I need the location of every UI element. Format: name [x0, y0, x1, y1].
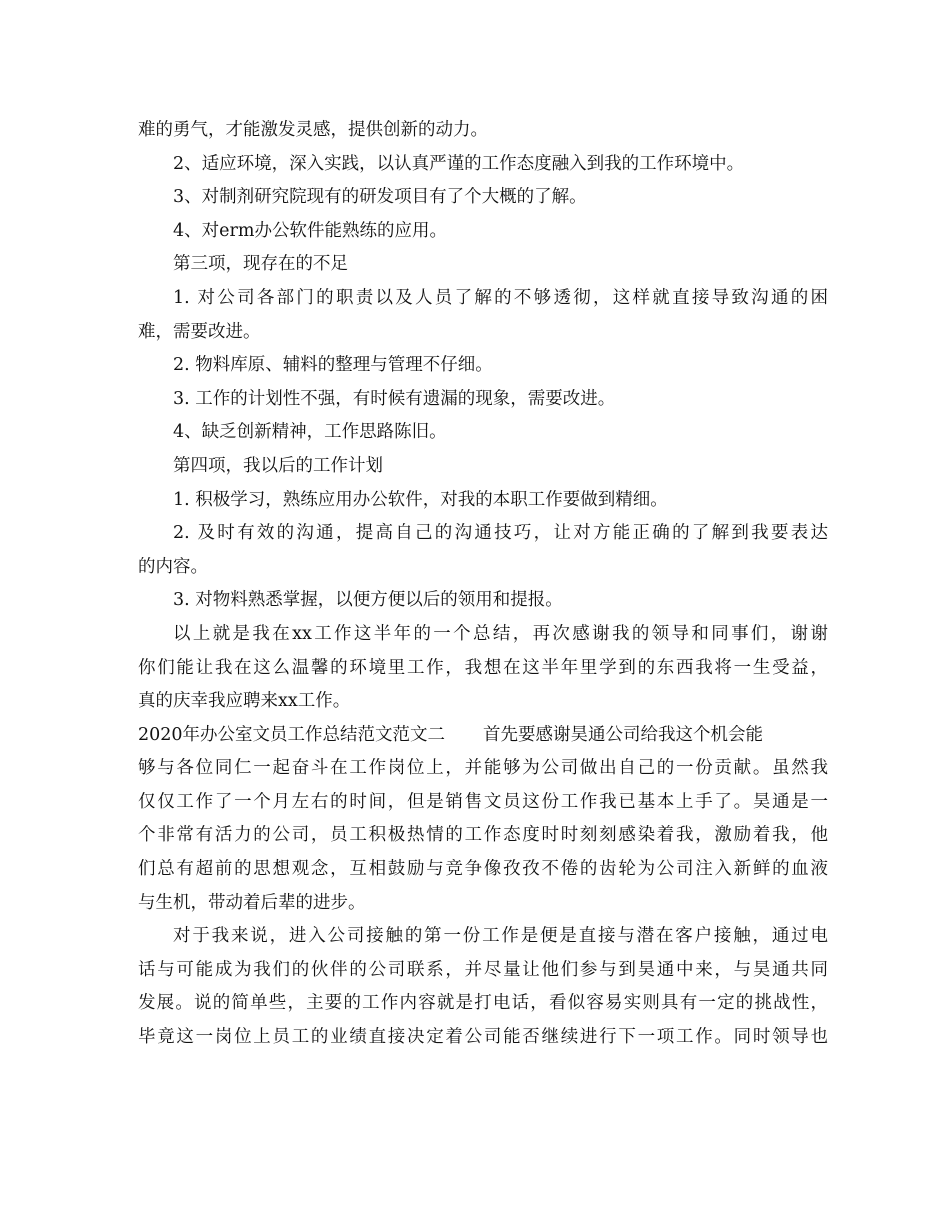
list-item: 2. 物料库原、辅料的整理与管理不仔细。 [173, 355, 493, 376]
paragraph-line: 够与各位同仁一起奋斗在工作岗位上，并能够为公司做出自己的一份贡献。虽然我 [138, 758, 828, 779]
paragraph-line: 对于我来说，进入公司接触的第一份工作是便是直接与潜在客户接触，通过电 [173, 926, 828, 947]
list-item: 2、适应环境，深入实践，以认真严谨的工作态度融入到我的工作环境中。 [173, 153, 745, 174]
text-line: 难的勇气，才能激发灵感，提供创新的动力。 [138, 120, 488, 140]
list-item: 1. 积极学习，熟练应用办公软件，对我的本职工作要做到精细。 [173, 489, 668, 510]
paragraph-line: 真的庆幸我应聘来xx工作。 [138, 691, 351, 712]
list-item: 3. 工作的计划性不强，有时候有遗漏的现象，需要改进。 [173, 388, 616, 409]
list-item: 2. 及时有效的沟通，提高自己的沟通技巧，让对方能正确的了解到我要表达 [173, 523, 828, 544]
text-line: 的内容。 [138, 556, 208, 577]
paragraph-line: 与生机，带动着后辈的进步。 [138, 892, 366, 913]
paragraph-start: 首先要感谢昊通公司给我这个机会能 [483, 724, 764, 745]
paragraph-line: 你们能让我在这么温馨的环境里工作，我想在这半年里学到的东西我将一生受益， [138, 657, 828, 678]
paragraph-line: 发展。说的简单些，主要的工作内容就是打电话，看似容易实则具有一定的挑战性， [138, 993, 828, 1014]
paragraph-line: 话与可能成为我们的伙伴的公司联系，并尽量让他们参与到昊通中来，与昊通共同 [138, 959, 828, 980]
paragraph-line: 以上就是我在xx工作这半年的一个总结，再次感谢我的领导和同事们，谢谢 [173, 623, 828, 644]
article-title: 2020年办公室文员工作总结范文范文二 [138, 724, 446, 745]
paragraph-line: 们总有超前的思想观念，互相鼓励与竞争像孜孜不倦的齿轮为公司注入新鲜的血液 [138, 859, 828, 880]
paragraph-line: 仅仅工作了一个月左右的时间，但是销售文员这份工作我已基本上手了。昊通是一 [138, 791, 828, 812]
paragraph-line: 毕竟这一岗位上员工的业绩直接决定着公司能否继续进行下一项工作。同时领导也 [138, 1027, 828, 1048]
document-body [138, 114, 828, 1055]
section-heading: 第四项，我以后的工作计划 [173, 455, 383, 476]
text-line: 难，需要改进。 [138, 321, 261, 342]
paragraph-line: 个非常有活力的公司，员工积极热情的工作态度时时刻刻感染着我，激励着我，他 [138, 825, 828, 846]
list-item: 3. 对物料熟悉掌握，以便方便以后的领用和提报。 [173, 590, 563, 611]
list-item: 4、对erm办公软件能熟练的应用。 [173, 220, 447, 241]
title-line [138, 719, 828, 753]
section-heading: 第三项，现存在的不足 [173, 254, 348, 275]
list-item: 1. 对公司各部门的职责以及人员了解的不够透彻，这样就直接导致沟通的困 [173, 287, 828, 308]
list-item: 3、对制剂研究院现有的研发项目有了个大概的了解。 [173, 187, 587, 208]
list-item: 4、缺乏创新精神，工作思路陈旧。 [173, 422, 447, 443]
